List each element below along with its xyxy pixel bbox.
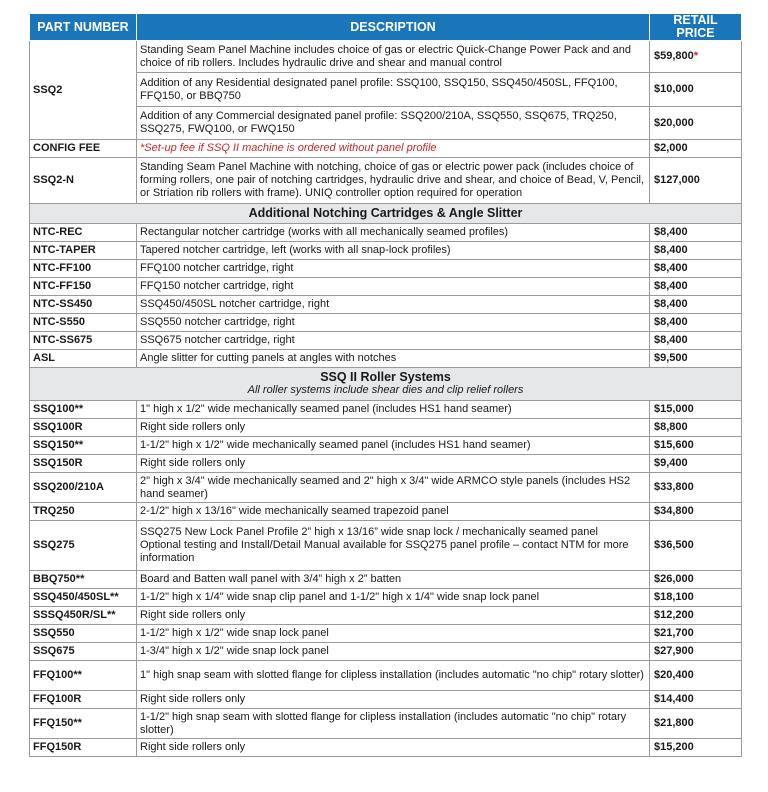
price: $15,200 xyxy=(650,739,742,757)
price: $36,500 xyxy=(650,521,742,571)
ssq275-description: SSQ275 New Lock Panel Profile 2” high x 13/16” wide snap lock / mechanically seamed panel xyxy=(140,526,598,538)
table-row xyxy=(30,140,742,158)
price: $9,400 xyxy=(650,455,742,473)
section-title-text: SSQ II Roller Systems xyxy=(320,370,451,384)
description: Right side rollers only xyxy=(137,607,650,625)
price: $8,400 xyxy=(650,224,742,242)
table-row xyxy=(30,401,742,419)
description: 1-1/2" high snap seam with slotted flange for clipless installation (includes automatic "no chip" rotary slotter) xyxy=(137,709,650,739)
price: $2,000 xyxy=(650,140,742,158)
header-retail-price: RETAIL PRICE xyxy=(650,14,742,41)
part-number: NTC-SS450 xyxy=(30,296,137,314)
description: 1-1/2" high x 1/2" wide snap lock panel xyxy=(137,625,650,643)
part-number: FFQ100R xyxy=(30,691,137,709)
part-number: NTC-TAPER xyxy=(30,242,137,260)
description: 2-1/2" high x 13/16" wide mechanically seamed trapezoid panel xyxy=(137,503,650,521)
price: $8,400 xyxy=(650,242,742,260)
description: 1-1/2" high x 1/4" wide snap clip panel and 1-1/2" high x 1/4" wide snap lock panel xyxy=(137,589,650,607)
description: Angle slitter for cutting panels at angles with notches xyxy=(137,350,650,368)
price: $8,400 xyxy=(650,332,742,350)
part-number: SSQ275 xyxy=(30,521,137,571)
description: Right side rollers only xyxy=(137,419,650,437)
table-row xyxy=(30,224,742,242)
table-row xyxy=(30,709,742,739)
price: $21,700 xyxy=(650,625,742,643)
part-number: NTC-FF100 xyxy=(30,260,137,278)
description: 1" high snap seam with slotted flange for clipless installation (includes automatic "no chip" rotary slotter) xyxy=(137,661,650,691)
table-row xyxy=(30,107,742,140)
description: 1" high x 1/2" wide mechanically seamed panel (includes HS1 hand seamer) xyxy=(137,401,650,419)
description: FFQ150 notcher cartridge, right xyxy=(137,278,650,296)
part-number: SSQ550 xyxy=(30,625,137,643)
price: $59,800* xyxy=(650,41,742,73)
section-title: Additional Notching Cartridges & Angle Slitter xyxy=(30,204,742,224)
price: $21,800 xyxy=(650,709,742,739)
description: Standing Seam Panel Machine with notching, choice of gas or electric power pack (includes choice of forming rollers, one pair of notching cartridges, hydraulic drive and shear, and choice of Bead, V, Pencil, or Striation rib rollers with frame). UNIQ controller option required for operation xyxy=(137,158,650,204)
description: Right side rollers only xyxy=(137,691,650,709)
part-number: NTC-REC xyxy=(30,224,137,242)
price-table xyxy=(29,13,742,757)
part-number: FFQ150R xyxy=(30,739,137,757)
description: 1-3/4" high x 1/2" wide snap lock panel xyxy=(137,643,650,661)
part-number: FFQ150** xyxy=(30,709,137,739)
description: 2" high x 3/4" wide mechanically seamed and 2" high x 3/4" wide ARMCO style panels (includes HS2 hand seamer) xyxy=(137,473,650,503)
section-header-notching xyxy=(30,204,742,224)
section-subtitle: All roller systems include shear dies and clip relief rollers xyxy=(247,384,524,396)
description: 1-1/2" high x 1/2" wide mechanically seamed panel (includes HS1 hand seamer) xyxy=(137,437,650,455)
part-number: SSQ675 xyxy=(30,643,137,661)
price-list xyxy=(29,13,741,757)
price: $10,000 xyxy=(650,73,742,107)
table-row xyxy=(30,41,742,73)
part-number: ASL xyxy=(30,350,137,368)
part-number: CONFIG FEE xyxy=(30,140,137,158)
price: $8,400 xyxy=(650,314,742,332)
description: Right side rollers only xyxy=(137,739,650,757)
table-row xyxy=(30,589,742,607)
description: Tapered notcher cartridge, left (works with all snap-lock profiles) xyxy=(137,242,650,260)
description: Addition of any Commercial designated panel profile: SSQ200/210A, SSQ550, SSQ675, TRQ250, SSQ275, FWQ100, or FWQ150 xyxy=(137,107,650,140)
table-row xyxy=(30,296,742,314)
table-row xyxy=(30,625,742,643)
price: $9,500 xyxy=(650,350,742,368)
table-row xyxy=(30,521,742,571)
header-description: DESCRIPTION xyxy=(137,14,650,41)
table-row xyxy=(30,607,742,625)
price: $20,000 xyxy=(650,107,742,140)
price-asterisk: * xyxy=(693,50,699,62)
table-row xyxy=(30,158,742,204)
price: $34,800 xyxy=(650,503,742,521)
price: $18,100 xyxy=(650,589,742,607)
section-title xyxy=(30,368,742,401)
table-row xyxy=(30,739,742,757)
part-number: BBQ750** xyxy=(30,571,137,589)
price: $15,000 xyxy=(650,401,742,419)
description: Addition of any Residential designated panel profile: SSQ100, SSQ150, SSQ450/450SL, FFQ100, FFQ150, or BBQ750 xyxy=(137,73,650,107)
table-row xyxy=(30,643,742,661)
part-number: SSQ2-N xyxy=(30,158,137,204)
price: $8,400 xyxy=(650,260,742,278)
price: $33,800 xyxy=(650,473,742,503)
description: Standing Seam Panel Machine includes choice of gas or electric Quick-Change Power Pack and and choice of rib rollers. Includes hydraulic drive and shear and manual control xyxy=(137,41,650,73)
part-number: SSQ100** xyxy=(30,401,137,419)
table-row xyxy=(30,419,742,437)
part-number: SSQ150R xyxy=(30,455,137,473)
table-header xyxy=(30,14,742,41)
part-number: NTC-FF150 xyxy=(30,278,137,296)
description: SSQ450/450SL notcher cartridge, right xyxy=(137,296,650,314)
description: Right side rollers only xyxy=(137,455,650,473)
table-row xyxy=(30,73,742,107)
price: $8,800 xyxy=(650,419,742,437)
table-row xyxy=(30,661,742,691)
description: Board and Batten wall panel with 3/4” high x 2” batten xyxy=(137,571,650,589)
table-row xyxy=(30,332,742,350)
table-row xyxy=(30,437,742,455)
part-number: SSQ2 xyxy=(30,41,137,140)
part-number: SSQ200/210A xyxy=(30,473,137,503)
part-number: NTC-S550 xyxy=(30,314,137,332)
header-part-number: PART NUMBER xyxy=(30,14,137,41)
table-row xyxy=(30,503,742,521)
part-number: FFQ100** xyxy=(30,661,137,691)
part-number: SSQ100R xyxy=(30,419,137,437)
table-row xyxy=(30,242,742,260)
description: Rectangular notcher cartridge (works with all mechanically seamed profiles) xyxy=(137,224,650,242)
setup-fee-note: *Set-up fee if SSQ II machine is ordered without panel profile xyxy=(137,140,650,158)
description: SSQ675 notcher cartridge, right xyxy=(137,332,650,350)
table-row xyxy=(30,350,742,368)
table-row xyxy=(30,473,742,503)
price: $8,400 xyxy=(650,296,742,314)
price: $127,000 xyxy=(650,158,742,204)
price: $15,600 xyxy=(650,437,742,455)
price: $26,000 xyxy=(650,571,742,589)
part-number: SSSQ450R/SL** xyxy=(30,607,137,625)
part-number: SSQ450/450SL** xyxy=(30,589,137,607)
table-row xyxy=(30,691,742,709)
part-number: SSQ150** xyxy=(30,437,137,455)
table-row xyxy=(30,260,742,278)
price: $8,400 xyxy=(650,278,742,296)
description: FFQ100 notcher cartridge, right xyxy=(137,260,650,278)
price: $12,200 xyxy=(650,607,742,625)
section-header-rollers xyxy=(30,368,742,401)
part-number: NTC-SS675 xyxy=(30,332,137,350)
part-number: TRQ250 xyxy=(30,503,137,521)
table-row xyxy=(30,571,742,589)
price: $27,900 xyxy=(650,643,742,661)
table-row xyxy=(30,278,742,296)
ssq275-testing-note: Optional testing and Install/Detail Manual available for SSQ275 panel profile – contact NTM for more information xyxy=(140,539,629,564)
description xyxy=(137,521,650,571)
price: $20,400 xyxy=(650,661,742,691)
table-row xyxy=(30,455,742,473)
description: SSQ550 notcher cartridge, right xyxy=(137,314,650,332)
price: $14,400 xyxy=(650,691,742,709)
table-row xyxy=(30,314,742,332)
